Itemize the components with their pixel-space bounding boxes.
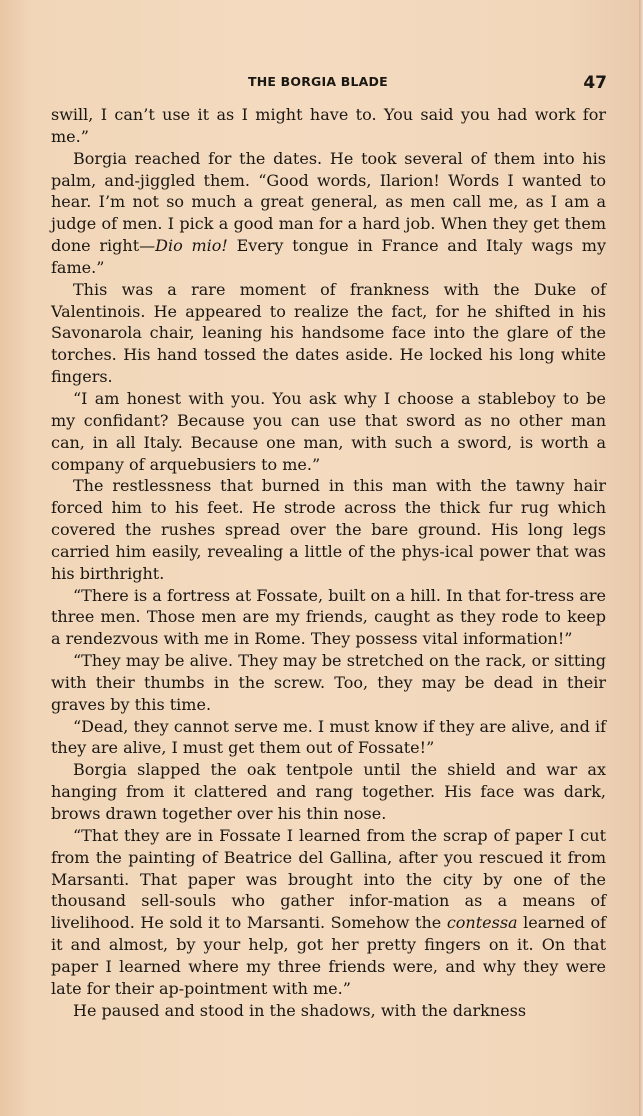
paragraph-6-text: “There is a fortress at Fossate, built on a hill. In that for-tress are three men. Those men are my friends, caught as they rode to keep a rendezvous with me in Rome. They possess vital information!” [51,585,606,649]
running-head-title: THE BORGIA BLADE [248,74,388,89]
paragraph-10-italic-word: contessa [446,913,518,933]
paragraph-9-text: Borgia slapped the oak tentpole until the shield and war ax hanging from it clattered and rang together. His face was dark, brows drawn together over his thin nose. [51,760,606,823]
paragraph-2-text-start: Borgia reached for the dates. He took several of them into his palm, and-jiggled them. “Good words, Ilarion! Words I wanted to hear. I’m not so much a great general, as men call me, as I am a judge of men. I pick a good man for a hard job. When they get them done right— [51,148,606,256]
paragraph-5-text: The restlessness that burned in this man with the tawny hair forced him to his feet. He strode across the thick fur rug which covered the rushes spread over the bare ground. His long legs carried him easily, revealing a little of the phys-ical power that was his birthright. [51,476,606,583]
paragraph-1-text: swill, I can’t use it as I might have to. You said you had work for me.” [51,105,606,146]
paragraph-10-text-start: “That they are in Fossate I learned from the scrap of paper I cut from the painting of Beatrice del Gallina, after you rescued it from Marsanti. That paper was brought into the city by one of the thousand sell-souls who gather infor-mation as a means of livelihood. He sold it to Marsanti. Somehow the [51,825,606,933]
paragraph-6 [51,585,606,651]
paragraph-8 [51,716,606,760]
paragraph-9 [51,759,606,825]
paragraph-10 [51,825,606,1000]
paragraph-11 [51,1000,606,1022]
paragraph-1 [51,104,606,148]
paragraph-4 [51,388,606,475]
paragraph-2-italic-phrase: Dio mio! [155,236,228,256]
paragraph-4-text: “I am honest with you. You ask why I choose a stableboy to be my confidant? Because you can use that sword as no other man can, in all Italy. Because one man, with such a sword, is worth a company of arquebusiers to me.” [51,388,606,474]
paragraph-11-text: He paused and stood in the shadows, with the darkness [73,1000,527,1020]
paragraph-3-text: This was a rare moment of frankness with the Duke of Valentinois. He appeared to realize the fact, for he shifted in his Savonarola chair, leaning his handsome face into the glare of the torches. His hand tossed the dates aside. He locked his long white fingers. [51,279,606,387]
paragraph-10-text-end: learned of it and almost, by your help, got her pretty fingers on it. On that paper I learned where my three friends were, and why they were late for their ap-pointment with me.” [51,913,607,998]
paragraph-7 [51,650,606,716]
page-body-text [51,104,606,1021]
page-number: 47 [583,73,607,93]
paragraph-2-text-end: Every tongue in France and Italy wags my fame.” [51,236,607,277]
paragraph-2 [51,148,606,279]
paragraph-3 [51,279,606,388]
paragraph-8-text: “Dead, they cannot serve me. I must know if they are alive, and if they are alive, I must get them out of Fossate!” [51,716,606,758]
paragraph-7-text: “They may be alive. They may be stretched on the rack, or sitting with their thumbs in the screw. Too, they may be dead in their graves by this time. [51,651,606,714]
page-edge-shadow [639,0,643,1116]
paragraph-5 [51,475,606,584]
